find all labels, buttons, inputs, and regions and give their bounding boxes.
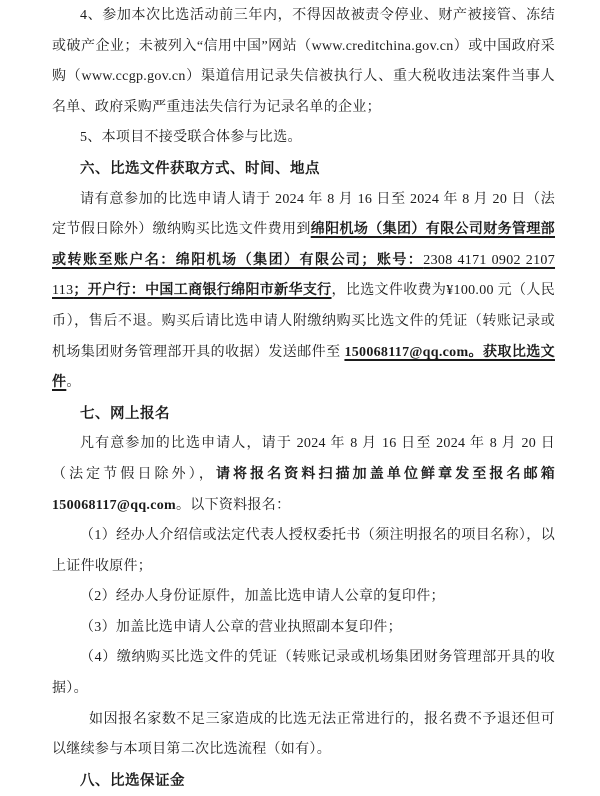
section-heading-6: 六、比选文件获取方式、时间、地点 bbox=[80, 160, 320, 177]
purchase-email-run: 150068117@qq.com。获取比选文件 bbox=[52, 344, 555, 391]
clause-item-4: 4、参加本次比选活动前三年内，不得因故被责令停业、财产被接管、冻结或破产企业；未被列入“信用中国”网站（www.creditchina.gov.cn）或中国政府采购（www.ccgp.gov.cn）渠道信用记录失信被执行人、重大税收违法案件当事人名单、政府采购严重违法失信行为记录名单的企业； bbox=[52, 8, 555, 115]
section-heading-8: 八、比选保证金 bbox=[80, 772, 185, 789]
text-run: 。 bbox=[66, 375, 81, 391]
section-7-paragraph bbox=[52, 429, 555, 521]
bank-branch-run: ；开户行：中国工商银行绵阳市新华支行 bbox=[73, 283, 332, 299]
registration-item-3: （3）加盖比选申请人公章的营业执照副本复印件； bbox=[80, 619, 402, 635]
text-run: ，比选文件收费为¥100.00 元（人民币），售后不退。购买后请比选申请人附缴纳购买比选文件的凭证（转账记录或机场集团财务管理部开具的收据）发送邮件至 bbox=[52, 283, 555, 360]
text-run: 凡有意参加的比选申请人，请于 2024 年 8 月 16 日至 2024 年 8 月 20 日（法定节假日除外）， bbox=[52, 436, 555, 482]
payee-account-name-run: 绵阳机场（集团）有限公司财务管理部或转账至账户名：绵阳机场（集团）有限公司；账号： bbox=[52, 222, 555, 268]
registration-item-2: （2）经办人身份证原件，加盖比选申请人公章的复印件； bbox=[80, 589, 445, 605]
clause-item-5: 5、本项目不接受联合体参与比选。 bbox=[80, 130, 302, 146]
registration-email-run: 请将报名资料扫描加盖单位鲜章发至报名邮箱 150068117@qq.com bbox=[52, 466, 556, 513]
text-run: 请有意参加的比选申请人请于 2024 年 8 月 16 日至 2024 年 8 月 20 日（法定节假日除外）缴纳购买比选文件费用到 bbox=[52, 191, 555, 238]
registration-item-1: （1）经办人介绍信或法定代表人授权委托书（须注明报名的项目名称），以上证件收原件； bbox=[52, 528, 555, 574]
text-run: 。以下资料报名： bbox=[176, 497, 291, 513]
registration-item-4: （4）缴纳购买比选文件的凭证（转账记录或机场集团财务管理部开具的收据）。 bbox=[52, 650, 555, 697]
section-6-paragraph bbox=[52, 185, 555, 399]
section-heading-7: 七、网上报名 bbox=[80, 405, 170, 422]
bank-account-number: 2308 4171 0902 2107 113 bbox=[52, 252, 556, 299]
refund-note-paragraph: 如因报名家数不足三家造成的比选无法正常进行的，报名费不予退还但可以继续参与本项目第二次比选流程（如有）。 bbox=[52, 711, 555, 758]
